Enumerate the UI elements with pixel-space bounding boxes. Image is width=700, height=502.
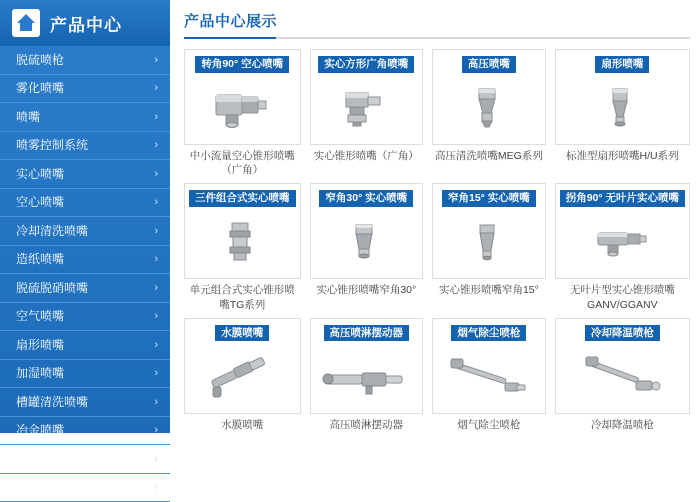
sidebar-item-label: 槽罐清洗喷嘴: [16, 388, 88, 417]
sidebar-item-tuoliuqiangqiang[interactable]: [0, 46, 170, 75]
sidebar-item-hollow-cone-nozzle[interactable]: [0, 189, 170, 218]
product-badge: 烟气除尘喷枪: [451, 325, 526, 342]
sidebar-title: 产品中心: [50, 11, 122, 36]
product-caption: 无叶片型实心锥形喷嘴GANV/GGANV: [555, 279, 690, 313]
product-badge: 水膜喷嘴: [215, 325, 269, 342]
sidebar-item-label: 加湿喷嘴: [16, 359, 64, 388]
product-badge: 高压喷淋摆动器: [324, 325, 410, 342]
nozzle-square-icon: [315, 73, 419, 141]
chevron-right-icon: ›: [154, 445, 158, 474]
product-caption: 高压清洗喷嘴MEG系列: [432, 145, 546, 177]
product-caption: 高压喷淋摆动器: [310, 414, 424, 433]
sidebar-item-spiral-nozzle[interactable]: [0, 445, 170, 474]
sidebar-item-paper-nozzle[interactable]: [0, 246, 170, 275]
sidebar-item-label: 扇形喷嘴: [16, 331, 64, 360]
product-card-box: [184, 318, 301, 414]
product-card[interactable]: [432, 318, 546, 433]
sidebar-item-desulfurization-denitration-nozzle[interactable]: [0, 274, 170, 303]
sidebar-item-label: 雾化喷嘴: [16, 74, 64, 103]
product-card-box: [432, 318, 546, 414]
sidebar-item-label: 脱硫脱硝喷嘴: [16, 274, 88, 303]
product-card-box: [310, 318, 424, 414]
product-card[interactable]: [184, 49, 301, 179]
sidebar-item-metallurgy-nozzle[interactable]: [0, 417, 170, 446]
sidebar-menu: [0, 46, 170, 433]
product-badge: 高压喷嘴: [462, 56, 516, 73]
main-content: [170, 0, 700, 433]
sidebar-item-atomizing-nozzle[interactable]: [0, 75, 170, 104]
sidebar-item-label: 冷却清洗喷嘴: [16, 217, 88, 246]
lance-cooling-icon: [560, 341, 685, 409]
chevron-right-icon: ›: [154, 103, 158, 132]
sidebar-item-label: 空心喷嘴: [16, 188, 64, 217]
sidebar-item-label: 造纸喷嘴: [16, 245, 64, 274]
product-caption: 实心锥形喷嘴窄角30°: [310, 279, 424, 311]
product-card-box: [555, 183, 690, 279]
product-caption: 单元组合式实心锥形喷嘴TG系列: [184, 279, 301, 313]
page-title-row: [184, 10, 690, 39]
chevron-right-icon: ›: [154, 388, 158, 417]
sidebar-item-label: 脱硫喷枪: [16, 46, 64, 75]
sidebar: [0, 0, 170, 433]
sidebar-item-nozzle[interactable]: [0, 103, 170, 132]
product-caption: 实心锥形喷嘴（广角）: [310, 145, 424, 177]
nozzle-bladeless-icon: [560, 207, 685, 275]
product-badge: 冷却降温喷枪: [585, 325, 660, 342]
home-icon: [12, 9, 40, 37]
lance-dust-icon: [437, 341, 541, 409]
product-card-box: [432, 49, 546, 145]
product-badge: 转角90° 空心喷嘴: [195, 56, 289, 73]
sidebar-item-label: 喷嘴: [16, 103, 40, 132]
sidebar-item-label: 喷雾控制系统: [16, 131, 88, 160]
chevron-right-icon: ›: [154, 416, 158, 445]
chevron-right-icon: ›: [154, 245, 158, 274]
chevron-right-icon: ›: [154, 274, 158, 303]
product-card[interactable]: [432, 49, 546, 179]
chevron-right-icon: ›: [154, 160, 158, 189]
sidebar-item-solid-cone-nozzle[interactable]: [0, 160, 170, 189]
product-caption: 标准型扇形喷嘴H/U系列: [555, 145, 690, 177]
product-card[interactable]: [310, 318, 424, 433]
product-badge: 窄角30° 实心喷嘴: [319, 190, 413, 207]
product-card-box: [432, 183, 546, 279]
sidebar-item-humidifying-nozzle[interactable]: [0, 360, 170, 389]
product-card[interactable]: [184, 318, 301, 433]
product-caption: 实心锥形喷嘴窄角15°: [432, 279, 546, 311]
product-card-box: [555, 49, 690, 145]
sidebar-item-cooling-cleaning-nozzle[interactable]: [0, 217, 170, 246]
product-badge: 实心方形广角喷嘴: [318, 56, 414, 73]
product-card[interactable]: [432, 183, 546, 313]
product-badge: 窄角15° 实心喷嘴: [442, 190, 536, 207]
product-card[interactable]: [555, 318, 690, 433]
sidebar-item-tank-cleaning-nozzle[interactable]: [0, 388, 170, 417]
product-badge: 拐角90° 无叶片实心喷嘴: [560, 190, 685, 207]
product-card[interactable]: [310, 49, 424, 179]
sidebar-item-fan-nozzle[interactable]: [0, 331, 170, 360]
product-card-box: [184, 49, 301, 145]
chevron-right-icon: ›: [154, 188, 158, 217]
product-grid: [184, 49, 690, 433]
sidebar-header: [0, 0, 170, 46]
chevron-right-icon: ›: [154, 74, 158, 103]
nozzle-waterfilm-icon: [189, 341, 296, 409]
sidebar-item-fire-fighting-nozzle[interactable]: [0, 474, 170, 502]
sidebar-item-spray-control-system[interactable]: [0, 132, 170, 161]
product-card-box: [310, 183, 424, 279]
nozzle-narrow30-icon: [315, 207, 419, 275]
product-caption: 冷却降温喷枪: [555, 414, 690, 433]
product-caption: 烟气除尘喷枪: [432, 414, 546, 433]
product-card[interactable]: [310, 183, 424, 313]
chevron-right-icon: ›: [154, 131, 158, 160]
sidebar-item-air-nozzle[interactable]: [0, 303, 170, 332]
chevron-right-icon: ›: [154, 331, 158, 360]
product-card-box: [184, 183, 301, 279]
product-card-box: [310, 49, 424, 145]
product-card-box: [555, 318, 690, 414]
nozzle-highpressure-icon: [437, 73, 541, 141]
sidebar-item-label: 实心喷嘴: [16, 160, 64, 189]
product-card[interactable]: [555, 49, 690, 179]
nozzle-fan-icon: [560, 73, 685, 141]
nozzle-narrow15-icon: [437, 207, 541, 275]
sidebar-item-label: 空气喷嘴: [16, 302, 64, 331]
sidebar-item-label: 螺旋喷嘴: [16, 445, 64, 474]
chevron-right-icon: ›: [154, 473, 158, 502]
chevron-right-icon: ›: [154, 46, 158, 75]
sidebar-item-label: 冶金喷嘴: [16, 416, 64, 445]
chevron-right-icon: ›: [154, 302, 158, 331]
chevron-right-icon: ›: [154, 359, 158, 388]
sidebar-item-label: 消防喷嘴: [16, 473, 64, 502]
nozzle-oscillator-icon: [315, 341, 419, 409]
page-title: 产品中心展示: [184, 13, 277, 30]
nozzle-threepiece-icon: [189, 207, 296, 275]
chevron-right-icon: ›: [154, 217, 158, 246]
product-badge: 扇形喷嘴: [595, 56, 649, 73]
product-card[interactable]: [555, 183, 690, 313]
product-card[interactable]: [184, 183, 301, 313]
product-badge: 三件组合式实心喷嘴: [189, 190, 296, 207]
nozzle-elbow-icon: [189, 73, 296, 141]
product-caption: 水膜喷嘴: [184, 414, 301, 433]
product-caption: 中小流量空心锥形喷嘴（广角）: [184, 145, 301, 179]
